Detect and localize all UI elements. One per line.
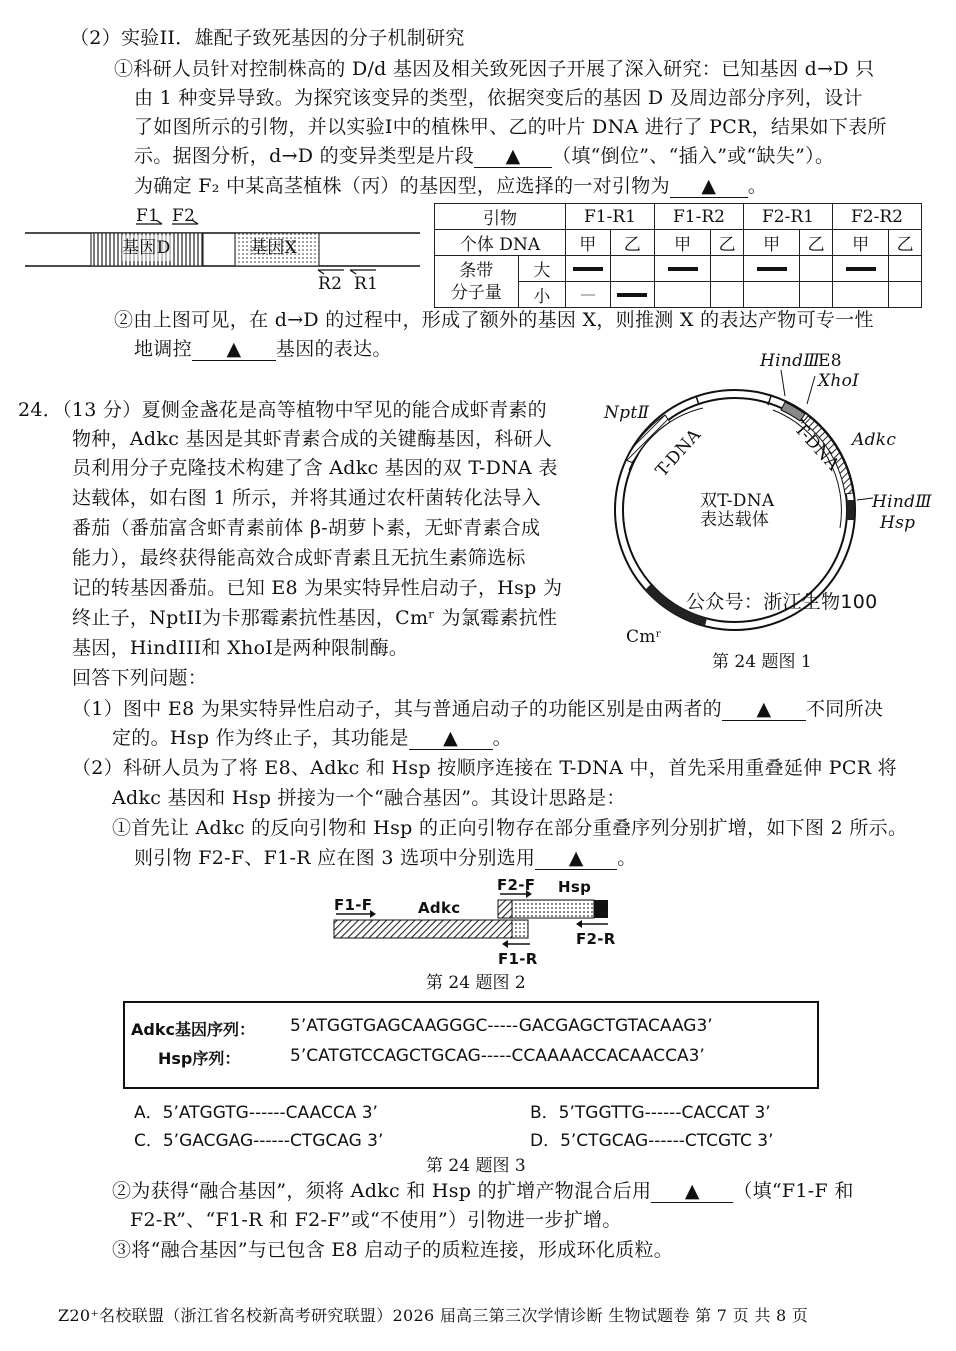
s1-line xyxy=(72,696,883,722)
label-hsp: Hsp xyxy=(880,513,916,533)
adkc-bar xyxy=(334,920,512,938)
table-header-f2r1: F2-R1 xyxy=(744,204,833,230)
table-header-f1r2: F1-R2 xyxy=(655,204,744,230)
option-d[interactable]: D．5’CTGCAG------CTCGTC 3’ xyxy=(530,1131,774,1151)
answer-blank[interactable]: ▲ xyxy=(192,338,276,361)
s2-text: 。 xyxy=(617,847,637,869)
q1-text: 。 xyxy=(747,175,768,197)
band-faint xyxy=(581,294,595,296)
table-header-f2r2: F2-R2 xyxy=(833,204,922,230)
label-tdna-1: T-DNA xyxy=(652,425,706,481)
band-cell xyxy=(655,282,711,308)
adkc-seq-label: Adkc基因序列： xyxy=(131,1020,255,1039)
band-label-2: 分子量 xyxy=(450,282,502,303)
label-r2: R2 xyxy=(318,274,343,294)
q1-line xyxy=(134,143,834,169)
q24-intro: 番茄（番茄富含虾青素前体 β-胡萝卜素，无虾青素合成 xyxy=(72,517,541,539)
s2-text: 则引物 F2-F、F1-R 应在图 3 选项中分别选用 xyxy=(134,847,536,869)
answer-blank[interactable]: ▲ xyxy=(722,698,806,721)
watermark: 公众号：浙江生物100 xyxy=(686,591,878,613)
cell-yi: 乙 xyxy=(610,230,655,256)
band-cell xyxy=(744,282,800,308)
label-f1f: F1-F xyxy=(334,896,373,914)
q2-text: 基因的表达。 xyxy=(275,338,392,360)
hsp-segment xyxy=(846,500,854,520)
q1-line: 由 1 种变异导致。为探究该变异的类型，依据突变后的基因 D 及周边部分序列，设计 xyxy=(134,87,863,109)
s1-text: 不同所决 xyxy=(805,698,884,720)
answer-blank[interactable]: ▲ xyxy=(535,847,617,870)
label-e8: E8 xyxy=(818,351,842,371)
band-mark xyxy=(573,267,603,271)
label-gene-x: 基因X xyxy=(250,238,298,258)
band-cell xyxy=(566,256,611,282)
label-r1: R1 xyxy=(354,274,379,294)
cell-jia: 甲 xyxy=(655,230,711,256)
label-hind-top: HindⅢ xyxy=(760,351,820,371)
label-f2: F2 xyxy=(172,206,196,226)
band-cell xyxy=(833,282,889,308)
q2-line xyxy=(134,336,392,362)
label-adkc: Adkc xyxy=(852,430,897,450)
hsp-seq: 5’CATGTCCAGCTGCAG-----CCAAAACCACAACCA3’ xyxy=(290,1046,705,1066)
cell-jia: 甲 xyxy=(833,230,889,256)
label-f2f: F2-F xyxy=(497,876,536,894)
q24-intro: 达载体，如右图 1 所示，并将其通过农杆菌转化法导入 xyxy=(72,487,541,509)
band-cell xyxy=(610,256,655,282)
plasmid-center-2: 表达载体 xyxy=(700,510,770,530)
plasmid-center-1: 双T-DNA xyxy=(700,491,775,511)
option-b[interactable]: B．5’TGGTTG------CACCAT 3’ xyxy=(530,1103,771,1123)
band-label xyxy=(435,256,519,308)
cell-yi: 乙 xyxy=(800,230,833,256)
q24-intro: 员利用分子克隆技术构建了含 Adkc 基因的双 T-DNA 表 xyxy=(72,457,558,479)
label-npt: NptⅡ xyxy=(604,403,650,423)
q24-intro: 能力），最终获得能高效合成虾青素且无抗生素筛选标 xyxy=(72,547,526,569)
figure2-caption: 第 24 题图 2 xyxy=(426,973,526,993)
q24-intro: 终止子，NptII为卡那霉素抗性基因，Cmʳ 为氯霉素抗性 xyxy=(72,607,558,629)
size-big: 大 xyxy=(518,256,565,282)
q24-intro: 物种，Adkc 基因是其虾青素合成的关键酶基因，科研人 xyxy=(72,428,553,450)
hsp-bar xyxy=(512,900,594,918)
answer-blank[interactable]: ▲ xyxy=(409,727,493,750)
q2-line: ②由上图可见，在 d→D 的过程中，形成了额外的基因 X，则推测 X 的表达产物可专一性 xyxy=(114,309,874,331)
band-cell xyxy=(833,256,889,282)
answer-prompt: 回答下列问题： xyxy=(72,667,208,689)
s2b-line: F2-R”、“F1-R 和 F2-F”或“不使用”）引物进一步扩增。 xyxy=(130,1209,622,1231)
s3-line: ③将“融合基因”与已包含 E8 启动子的质粒连接，形成环化质粒。 xyxy=(112,1239,674,1261)
answer-blank[interactable]: ▲ xyxy=(670,175,748,198)
page-footer: Z20⁺名校联盟（浙江省名校新高考研究联盟）2026 届高三第三次学情诊断 生物试题卷 第 7 页 共 8 页 xyxy=(58,1306,809,1325)
band-cell xyxy=(800,282,833,308)
s1-text: （1）图中 E8 为果实特异性启动子，其与普通启动子的功能区别是由两者的 xyxy=(72,698,722,720)
q1-text: 示。据图分析，d→D 的变异类型是片段 xyxy=(134,145,475,167)
s2-line: Adkc 基因和 Hsp 拼接为一个“融合基因”。其设计思路是： xyxy=(112,787,626,809)
size-small: 小 xyxy=(518,282,565,308)
pcr-result-table xyxy=(434,203,922,308)
cell-jia: 甲 xyxy=(744,230,800,256)
label-fig2-adkc: Adkc xyxy=(418,899,461,917)
table-header-dna: 个体 DNA xyxy=(435,230,566,256)
answer-blank[interactable]: ▲ xyxy=(474,145,552,168)
s2b-text: （填“F1-F 和 xyxy=(733,1180,854,1202)
label-tdna-2: T-DNA xyxy=(790,419,844,475)
band-mark xyxy=(668,267,698,271)
s2-line: （2）科研人员为了将 E8、Adkc 和 Hsp 按顺序连接在 T-DNA 中，首先采用重叠延伸 PCR 将 xyxy=(72,757,897,779)
q24-intro: 基因，HindIII和 XhoI是两种限制酶。 xyxy=(72,637,409,659)
q1-text: （填“倒位”、“插入”或“缺失”）。 xyxy=(552,145,835,167)
band-cell xyxy=(711,256,744,282)
label-f2r: F2-R xyxy=(576,930,616,948)
hsp-end-block xyxy=(594,900,608,918)
cell-jia: 甲 xyxy=(566,230,611,256)
band-mark xyxy=(757,267,787,271)
table-header-f1r1: F1-R1 xyxy=(566,204,655,230)
label-gene-d: 基因D xyxy=(122,235,171,261)
s1-text: 。 xyxy=(492,727,512,749)
q24-intro: 记的转基因番茄。已知 E8 为果实特异性启动子，Hsp 为 xyxy=(72,577,563,599)
s1-text: 定的。Hsp 作为终止子，其功能是 xyxy=(112,727,409,749)
band-cell xyxy=(711,282,744,308)
answer-blank[interactable]: ▲ xyxy=(651,1180,733,1203)
band-mark xyxy=(846,267,876,271)
sequence-box xyxy=(123,1001,819,1089)
band-cell xyxy=(800,256,833,282)
cell-yi: 乙 xyxy=(711,230,744,256)
s1-line xyxy=(112,725,512,751)
hsp-overlap-bar xyxy=(498,900,512,918)
label-hind-right: HindⅢ xyxy=(872,492,932,512)
q1-line: 了如图所示的引物，并以实验I中的植株甲、乙的叶片 DNA 进行了 PCR，结果如下表所 xyxy=(134,116,887,138)
figure3-caption: 第 24 题图 3 xyxy=(426,1156,526,1176)
table-header-primer: 引物 xyxy=(435,204,566,230)
figure1-caption: 第 24 题图 1 xyxy=(712,652,812,672)
q1-line xyxy=(134,173,767,199)
q1-line: ①科研人员针对控制株高的 D/d 基因及相关致死因子开展了深入研究：已知基因 d→D 只 xyxy=(114,58,875,80)
band-cell xyxy=(610,282,655,308)
band-cell xyxy=(655,256,711,282)
label-xho: XhoⅠ xyxy=(818,371,860,391)
label-fig2-hsp: Hsp xyxy=(558,878,592,896)
part2-title: （2）实验II．雄配子致死基因的分子机制研究 xyxy=(70,27,465,49)
q2-text: 地调控 xyxy=(134,338,192,360)
q1-text: 为确定 F₂ 中某高茎植株（丙）的基因型，应选择的一对引物为 xyxy=(134,175,670,197)
label-f1: F1 xyxy=(136,206,160,226)
adkc-seq: 5’ATGGTGAGCAAGGGC-----GACGAGCTGTACAAG3’ xyxy=(290,1016,713,1036)
option-a[interactable]: A．5’ATGGTG------CAACCA 3’ xyxy=(134,1103,378,1123)
band-cell xyxy=(566,282,611,308)
s2-line xyxy=(134,845,637,871)
band-label-1: 条带 xyxy=(459,260,494,281)
hsp-seq-label: Hsp序列： xyxy=(158,1049,241,1068)
option-c[interactable]: C．5’GACGAG------CTGCAG 3’ xyxy=(134,1131,384,1151)
cell-yi: 乙 xyxy=(889,230,922,256)
s2-line: ①首先让 Adkc 的反向引物和 Hsp 的正向引物存在部分重叠序列分别扩增，如下图 2 所示。 xyxy=(112,817,908,839)
band-mark xyxy=(617,293,647,297)
q24-intro: 24．（13 分）夏侧金盏花是高等植物中罕见的能合成虾青素的 xyxy=(18,399,547,421)
s2b-text: ②为获得“融合基因”，须将 Adkc 和 Hsp 的扩增产物混合后用 xyxy=(112,1180,652,1202)
s2b-line xyxy=(112,1178,854,1204)
band-cell xyxy=(889,282,922,308)
label-cm: Cmʳ xyxy=(626,627,662,647)
band-cell xyxy=(744,256,800,282)
adkc-overlap-bar xyxy=(512,920,528,938)
label-f1r: F1-R xyxy=(498,950,538,968)
band-cell xyxy=(889,256,922,282)
